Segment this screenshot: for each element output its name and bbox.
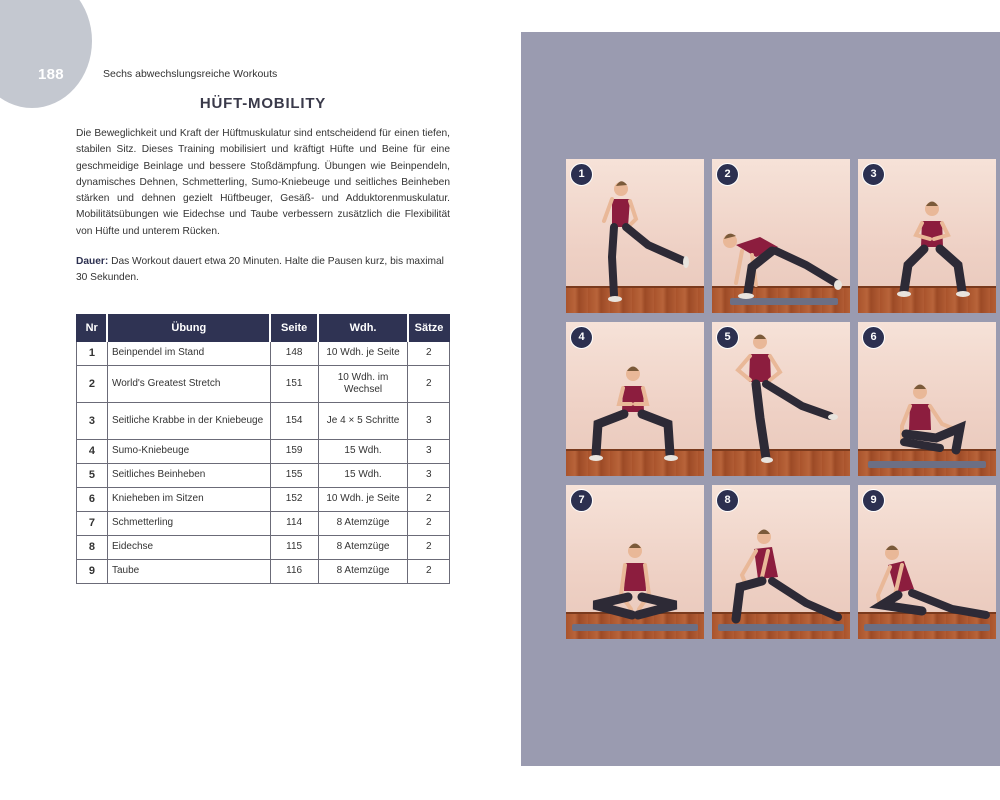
- cell-exercise: Seitliche Krabbe in der Kniebeuge: [107, 403, 270, 440]
- photo-number-badge: 2: [716, 163, 739, 186]
- cell-page: 155: [270, 464, 318, 488]
- cell-exercise: Beinpendel im Stand: [107, 342, 270, 366]
- cell-reps: 10 Wdh. im Wechsel: [318, 366, 408, 403]
- running-title: Sechs abwechslungsreiche Workouts: [103, 68, 278, 80]
- cell-sets: 2: [408, 512, 450, 536]
- photo-number-badge: 6: [862, 326, 885, 349]
- photo-number-badge: 9: [862, 489, 885, 512]
- cell-page: 154: [270, 403, 318, 440]
- photo-number-badge: 3: [862, 163, 885, 186]
- cell-sets: 2: [408, 536, 450, 560]
- exercise-photo-grid: [566, 159, 996, 639]
- table-row: [77, 560, 450, 584]
- cell-reps: 10 Wdh. je Seite: [318, 342, 408, 366]
- section-title: HÜFT-MOBILITY: [199, 95, 327, 112]
- exercise-photo-9: [858, 485, 996, 639]
- cell-nr: 4: [77, 440, 108, 464]
- page-number-circle: [0, 0, 92, 108]
- exercise-table: [76, 314, 450, 584]
- table-row: [77, 440, 450, 464]
- photo-number-badge: 7: [570, 489, 593, 512]
- photo-number-badge: 8: [716, 489, 739, 512]
- col-header-page: Seite: [270, 315, 318, 342]
- exercise-photo-5: [712, 322, 850, 476]
- cell-exercise: Taube: [107, 560, 270, 584]
- duration-paragraph: [76, 254, 450, 287]
- cell-reps: 15 Wdh.: [318, 440, 408, 464]
- duration-text: Das Workout dauert etwa 20 Minuten. Halte die Pausen kurz, bis maximal 30 Sekunden.: [76, 256, 444, 284]
- col-header-exercise: Übung: [107, 315, 270, 342]
- cell-nr: 2: [77, 366, 108, 403]
- cell-nr: 9: [77, 560, 108, 584]
- cell-exercise: World's Greatest Stretch: [107, 366, 270, 403]
- cell-nr: 6: [77, 488, 108, 512]
- col-header-sets: Sätze: [408, 315, 450, 342]
- cell-page: 116: [270, 560, 318, 584]
- cell-reps: 15 Wdh.: [318, 464, 408, 488]
- page-number: 188: [38, 66, 64, 83]
- photo-number-badge: 4: [570, 326, 593, 349]
- cell-nr: 3: [77, 403, 108, 440]
- cell-nr: 7: [77, 512, 108, 536]
- cell-sets: 2: [408, 488, 450, 512]
- cell-exercise: Schmetterling: [107, 512, 270, 536]
- intro-paragraph: Die Beweglichkeit und Kraft der Hüftmuskulatur sind entscheidend für einen tiefen, stabilen Sitz. Dieses Training mobilisiert und kräftigt Hüfte und Beine für eine geschmeidige Beinlage und bessere Stoßdämpfung. Übungen wie Beinpendeln, dynamisches Dehnen, Schmetterling, Sumo-Kniebeuge und seitliches Beinheben stärken und dehnen gezielt Hüftbeuger, Gesäß- und Adduktorenmuskulatur. Mobilitätsübungen wie Eidechse und Taube verbessern zusätzlich die Flexibilität von Hüfte und unterem Rücken.: [76, 128, 450, 237]
- cell-page: 152: [270, 488, 318, 512]
- cell-page: 159: [270, 440, 318, 464]
- col-header-reps: Wdh.: [318, 315, 408, 342]
- cell-page: 151: [270, 366, 318, 403]
- cell-page: 148: [270, 342, 318, 366]
- table-row: [77, 342, 450, 366]
- cell-reps: Je 4 × 5 Schritte: [318, 403, 408, 440]
- table-row: [77, 464, 450, 488]
- cell-exercise: Knieheben im Sitzen: [107, 488, 270, 512]
- cell-reps: 10 Wdh. je Seite: [318, 488, 408, 512]
- cell-sets: 2: [408, 560, 450, 584]
- table-header-row: [77, 315, 450, 342]
- cell-exercise: Seitliches Beinheben: [107, 464, 270, 488]
- exercise-photo-3: [858, 159, 996, 313]
- cell-exercise: Sumo-Kniebeuge: [107, 440, 270, 464]
- cell-nr: 5: [77, 464, 108, 488]
- duration-label: Dauer:: [76, 256, 109, 267]
- table-row: [77, 536, 450, 560]
- exercise-photo-2: [712, 159, 850, 313]
- cell-page: 114: [270, 512, 318, 536]
- cell-reps: 8 Atemzüge: [318, 536, 408, 560]
- table-row: [77, 403, 450, 440]
- cell-sets: 2: [408, 366, 450, 403]
- exercise-photo-6: [858, 322, 996, 476]
- table-row: [77, 512, 450, 536]
- cell-sets: 3: [408, 403, 450, 440]
- cell-sets: 3: [408, 464, 450, 488]
- exercise-photo-8: [712, 485, 850, 639]
- table-row: [77, 488, 450, 512]
- table-row: [77, 366, 450, 403]
- cell-reps: 8 Atemzüge: [318, 512, 408, 536]
- exercise-photo-1: [566, 159, 704, 313]
- cell-reps: 8 Atemzüge: [318, 560, 408, 584]
- exercise-photo-4: [566, 322, 704, 476]
- cell-nr: 1: [77, 342, 108, 366]
- cell-nr: 8: [77, 536, 108, 560]
- cell-sets: 3: [408, 440, 450, 464]
- cell-exercise: Eidechse: [107, 536, 270, 560]
- cell-page: 115: [270, 536, 318, 560]
- col-header-nr: Nr: [77, 315, 108, 342]
- photo-number-badge: 5: [716, 326, 739, 349]
- exercise-photo-7: [566, 485, 704, 639]
- cell-sets: 2: [408, 342, 450, 366]
- photo-number-badge: 1: [570, 163, 593, 186]
